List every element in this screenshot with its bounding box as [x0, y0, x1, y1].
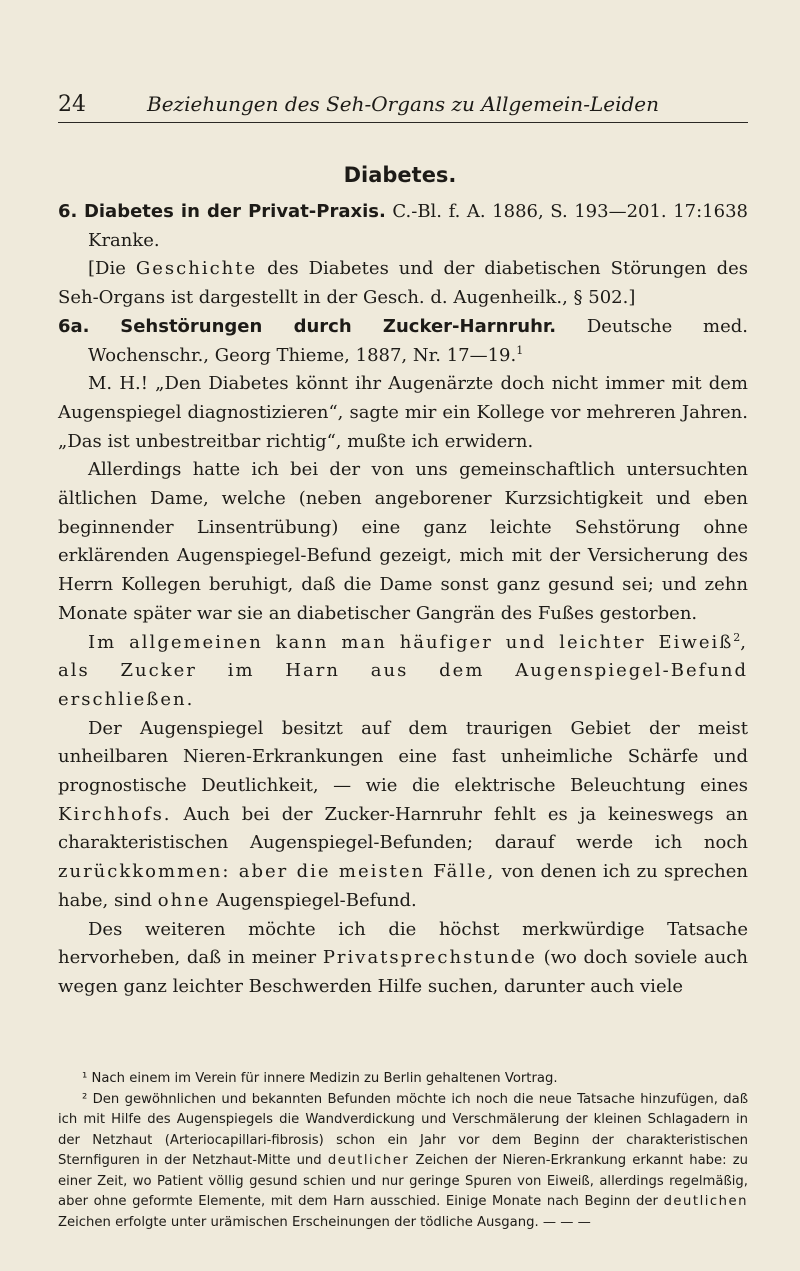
page-header: [58, 92, 748, 123]
text: Des weiteren möchte ich die höchst merkwürdige Tatsache hervorheben, daß in meiner: [58, 918, 748, 969]
history-note: [58, 255, 748, 312]
entry-number: 6.: [58, 201, 78, 222]
text: (wo doch soviele auch wegen ganz leichter Beschwerden Hilfe suchen, darunter auch viele: [58, 947, 748, 997]
note-rest: des Diabetes und der diabetischen Störungen des Seh-Organs ist dargestellt in der Gesch. d. Augenheilk., § 502.]: [58, 258, 748, 309]
spaced-text: deutlicher: [327, 1153, 410, 1168]
paragraph: [58, 715, 748, 916]
footnotes: [58, 1069, 748, 1233]
paragraph: [58, 629, 748, 715]
entry-citation: Deutsche med. Wochenschr., Georg Thieme, 1887, Nr. 17—19.: [88, 315, 748, 366]
entry-6: [58, 198, 748, 255]
footnote-1: ¹ Nach einem im Verein für innere Medizin zu Berlin gehaltenen Vortrag.: [82, 1071, 558, 1086]
spaced-text: , als Zucker im Harn aus dem Augenspiegel-Befund erschließen.: [58, 631, 748, 710]
body-text: [58, 198, 748, 1002]
entry-6a: [58, 313, 748, 370]
text: Zeichen der Nieren-Erkrankung erkannt habe: zu einer Zeit, wo Patient völlig gesund schien und nur geringe Spuren von Eiweiß, allerdings regelmäßig, aber ohne geformte Elemente, mit dem Harn ausschied. Einige Monate nach Beginn der: [58, 1153, 749, 1209]
spaced-text: Kirchhofs.: [58, 803, 172, 825]
footnote-ref: 2: [733, 630, 741, 644]
text: Auch bei der Zucker-Harnruhr fehlt es ja keineswegs an charakteristischen Augenspiegel-Befunden; darauf werde ich noch: [58, 803, 748, 854]
spaced-text: deutlichen: [663, 1194, 748, 1209]
spaced-text: Privatsprechstunde: [322, 947, 537, 969]
section-title: Diabetes.: [343, 163, 457, 187]
page-number: 24: [58, 92, 86, 117]
running-title: Beziehungen des Seh-Organs zu Allgemein-Leiden: [147, 92, 659, 116]
footnote-ref: 1: [516, 343, 524, 357]
paragraph: [58, 916, 748, 1002]
entry-number: 6a.: [58, 315, 90, 337]
text: Der Augenspiegel besitzt auf dem traurigen Gebiet der meist unheilbaren Nieren-Erkrankungen eine fast unheimliche Schärfe und prognostische Deutlichkeit, — wie die elektrische Beleuchtung eines: [58, 717, 748, 797]
footnote-2: [58, 1090, 748, 1234]
paragraph: Allerdings hatte ich bei der von uns gemeinschaftlich untersuchten ältlichen Dame, welche (neben angeborener Kurzsichtigkeit und eben beginnender Linsentrübung) eine ganz leichte Sehstörung ohne erklärenden Augenspiegel-Befund gezeigt, mich mit der Versicherung des Herrn Kollegen beruhigt, daß die Dame sonst ganz gesund sei; und zehn Monate später war sie an diabetischer Gangrän des Fußes gestorben.: [58, 459, 748, 624]
spaced-text: ohne: [157, 889, 211, 911]
note-lead: [Die: [88, 258, 126, 280]
text: Augenspiegel-Befund.: [216, 889, 417, 911]
spaced-text: zurückkommen: aber die meisten Fälle,: [58, 861, 496, 883]
text: Zeichen erfolgte unter urämischen Erscheinungen der tödliche Ausgang. — — —: [58, 1214, 591, 1230]
spaced-text: Im allgemeinen kann man häufiger und leichter Eiweiß: [88, 631, 734, 653]
text: von denen ich zu sprechen habe, sind: [58, 861, 748, 911]
entry-title: Diabetes in der Privat-Praxis.: [83, 201, 386, 222]
paragraph: M. H.! „Den Diabetes könnt ihr Augenärzte doch nicht immer mit dem Augenspiegel diagnostizieren“, sagte mir ein Kollege vor mehreren Jahren. „Das ist unbestreitbar richtig“, mußte ich erwidern.: [58, 373, 748, 452]
entry-title: Sehstörungen durch Zucker-Harnruhr.: [120, 315, 557, 337]
note-spaced: Geschichte: [135, 258, 258, 280]
text: ² Den gewöhnlichen und bekannten Befunden möchte ich noch die neue Tatsache hinzufügen, daß ich mit Hilfe des Augenspiegels die Wandverdickung und Verschmälerung der kleinen Schlagadern in der Netzhaut (Arteriocapillari-fibrosis) schon ein Jahr vor dem Beginn der charakteristischen Sternfiguren in der Netzhaut-Mitte und: [58, 1091, 748, 1168]
entry-citation: C.-Bl. f. A. 1886, S. 193—201. 17:1638 Kranke.: [88, 201, 748, 251]
